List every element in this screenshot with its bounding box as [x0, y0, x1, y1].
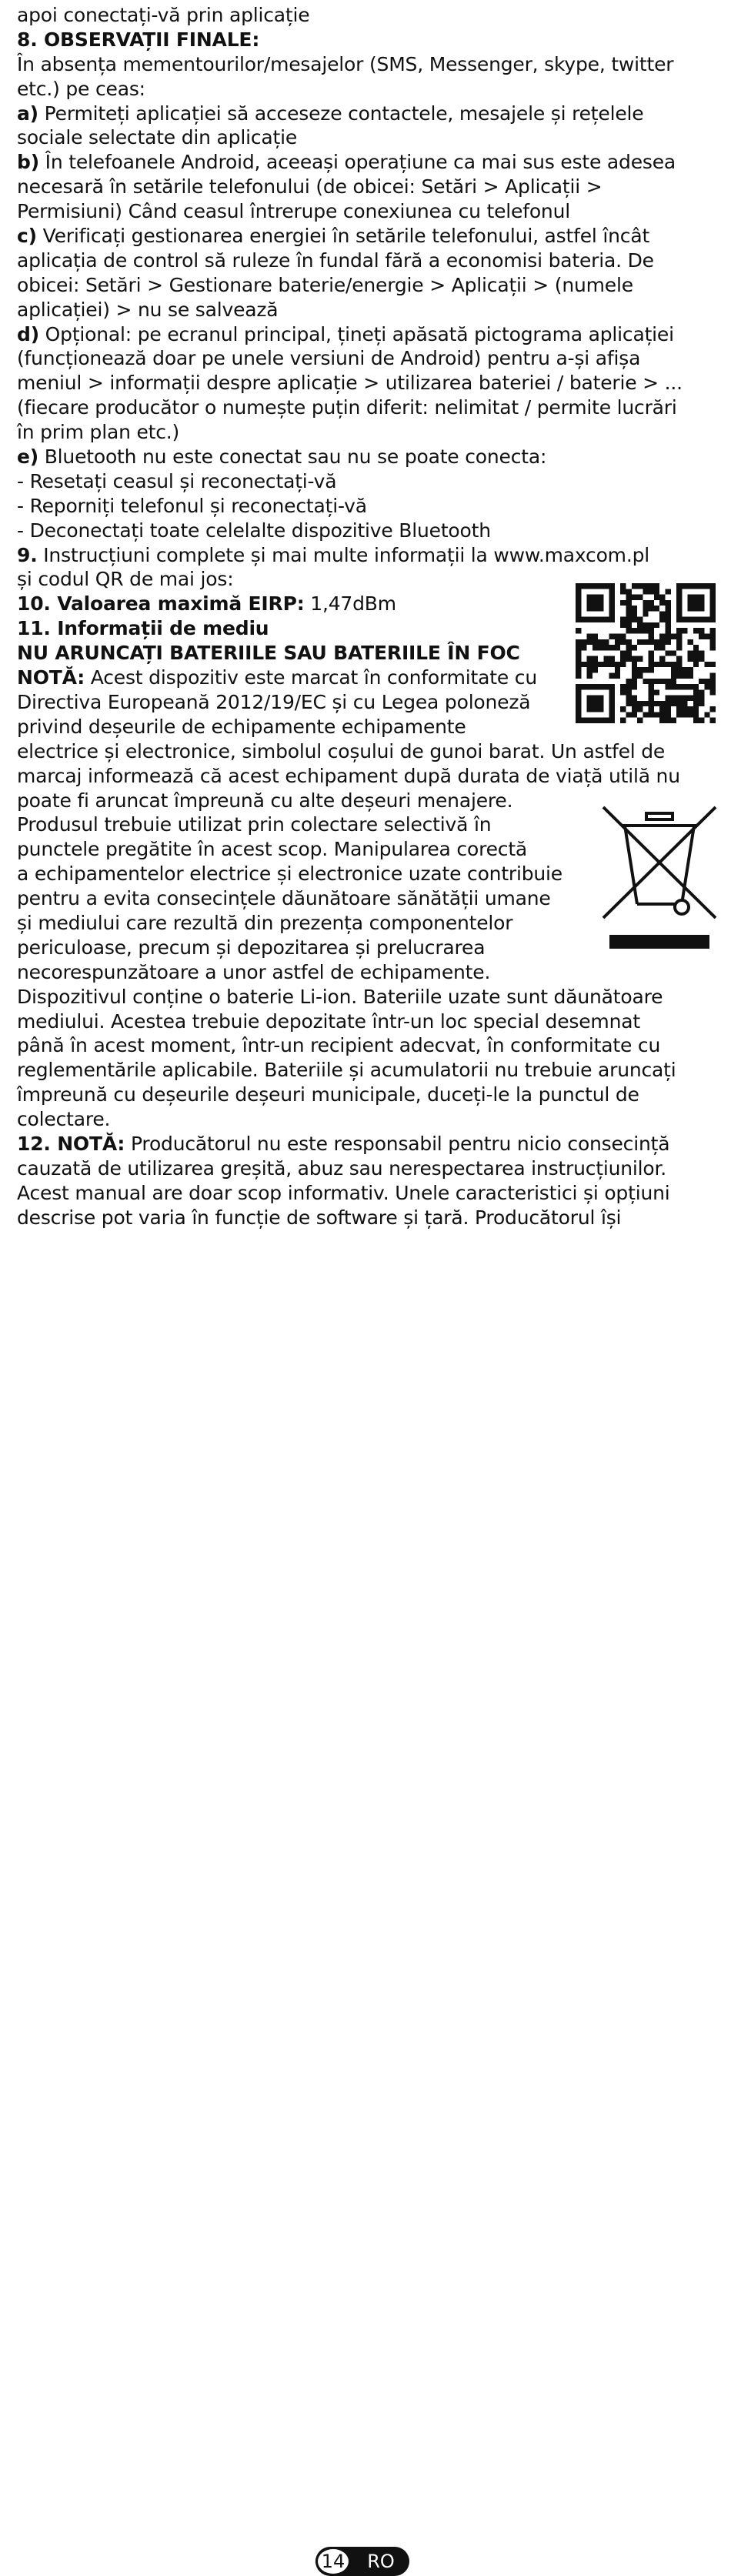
line-text: și mediului care rezultă din prezența componentelor — [17, 911, 513, 934]
text-line — [17, 249, 713, 273]
line-text: descrise pot varia în funcție de software și țară. Producătorul își — [17, 1206, 622, 1229]
line-text: - Deconectați toate celelalte dispozitive Bluetooth — [17, 519, 491, 542]
text-line — [17, 543, 713, 568]
text-line — [17, 322, 713, 347]
line-text: 1,47dBm — [304, 592, 396, 616]
line-text: mediului. Acestea trebuie depozitate într-un loc special desemnat — [17, 1009, 640, 1033]
text-line — [17, 102, 713, 126]
text-line — [17, 125, 713, 150]
text-line — [17, 519, 713, 543]
line-text: Acest manual are doar scop informativ. Unele caracteristici și opțiuni — [17, 1181, 670, 1204]
bold-label: 9. — [17, 543, 38, 566]
line-text: (funcționează doar pe unele versiuni de Android) pentru a-și afișa — [17, 347, 641, 370]
bold-label: e) — [17, 445, 38, 469]
qr-code-icon — [576, 583, 716, 723]
line-text: Permiteți aplicației să acceseze contactele, mesajele și rețelele — [38, 102, 644, 125]
line-text: meniul > informații despre aplicație > utilizarea bateriei / baterie > ... — [17, 372, 683, 395]
line-text: cauzată de utilizarea greșită, abuz sau nerespectarea instrucțiunilor. — [17, 1156, 667, 1180]
text-line — [17, 1132, 713, 1156]
line-text: Verificați gestionarea energiei în setările telefonului, astfel încât — [36, 225, 650, 248]
text-line — [17, 77, 713, 102]
line-text: pentru a evita consecințele dăunătoare sănătății umane — [17, 887, 551, 910]
text-line — [17, 199, 713, 224]
line-text: Directiva Europeană 2012/19/EC și cu Legea poloneză — [17, 690, 531, 713]
text-line — [17, 28, 713, 52]
line-text: Bluetooth nu este conectat sau nu se poate conecta: — [38, 445, 547, 469]
line-text: marcaj informează că acest echipament după durata de viață utilă nu — [17, 764, 680, 787]
text-line — [17, 52, 713, 77]
text-line — [17, 445, 713, 469]
line-text: - Reporniți telefonul și reconectați-vă — [17, 494, 367, 517]
text-line — [17, 175, 713, 199]
text-line — [17, 1107, 713, 1132]
text-line — [17, 420, 713, 445]
text-line — [17, 494, 713, 519]
line-text: (fiecare producător o numește puțin diferit: nelimitat / permite lucrări — [17, 396, 677, 419]
text-line — [17, 1156, 713, 1181]
line-text: Acest dispozitiv este marcat în conformitate cu — [85, 666, 537, 689]
text-line — [17, 298, 713, 322]
bold-label: b) — [17, 151, 39, 174]
text-line — [17, 764, 713, 789]
text-line — [17, 739, 713, 764]
line-text: împreună cu deșeurile deșeuri municipale, duceți-le la punctul de — [17, 1083, 639, 1106]
line-text: punctele pregătite în acest scop. Manipularea corectă — [17, 838, 528, 861]
crossed-out-wheelie-bin-icon — [602, 804, 717, 952]
text-line — [17, 1206, 713, 1230]
bold-label: 12. NOTĂ: — [17, 1132, 125, 1155]
bold-label: NOTĂ: — [17, 666, 85, 689]
line-text: periculoase, precum și depozitarea și prelucrarea — [17, 936, 486, 959]
bold-label: 8. OBSERVAȚII FINALE: — [17, 28, 260, 51]
line-text: Opțional: pe ecranul principal, țineți apăsată pictograma aplicației — [38, 322, 674, 345]
line-text: Produsul trebuie utilizat prin colectare selectivă în — [17, 813, 492, 836]
line-text: poate fi aruncat împreună cu alte deșeuri menajere. — [17, 789, 513, 812]
line-text: Producătorul nu este responsabil pentru nicio consecință — [125, 1132, 670, 1155]
text-line — [17, 1181, 713, 1206]
bold-label: a) — [17, 102, 38, 125]
line-text: a echipamentelor electrice și electronice uzate contribuie — [17, 863, 562, 886]
line-text: și codul QR de mai jos: — [17, 568, 234, 591]
line-text: Dispozitivul conține o baterie Li-ion. Bateriile uzate sunt dăunătoare — [17, 985, 663, 1008]
bold-label: 11. Informații de mediu — [17, 617, 269, 640]
line-text: în prim plan etc.) — [17, 421, 180, 444]
line-text: electrice și electronice, simbolul coșului de gunoi barat. Un astfel de — [17, 739, 666, 762]
line-text: În telefoanele Android, aceeași operațiune ca mai sus este adesea — [38, 151, 676, 174]
text-line — [17, 395, 713, 420]
line-text: Instrucțiuni complete și mai multe informații la www.maxcom.pl — [37, 543, 649, 566]
text-line — [17, 960, 713, 985]
language-code: RO — [367, 2551, 395, 2572]
line-text: În absența mementourilor/mesajelor (SMS, Messenger, skype, twitter — [17, 52, 674, 75]
bold-label: NU ARUNCAȚI BATERIILE SAU BATERIILE ÎN FOC — [17, 642, 520, 665]
bold-label: c) — [17, 225, 37, 248]
line-text: aplicația de control să ruleze în fundal fără a economisi bateria. De — [17, 249, 654, 272]
line-text: necesară în setările telefonului (de obicei: Setări > Aplicații > — [17, 175, 602, 199]
line-text: - Resetați ceasul și reconectați-vă — [17, 469, 337, 492]
text-line — [17, 150, 713, 175]
bold-label: d) — [17, 322, 39, 345]
text-line — [17, 985, 713, 1009]
text-line — [17, 371, 713, 395]
line-text: reglementările aplicabile. Bateriile și acumulatorii nu trebuie aruncați — [17, 1059, 676, 1082]
line-text: până în acest moment, într-un recipient adecvat, în conformitate cu — [17, 1034, 661, 1057]
text-line — [17, 1033, 713, 1058]
text-line — [17, 346, 713, 371]
text-line — [17, 1009, 713, 1034]
line-text: Permisiuni) Când ceasul întrerupe conexiunea cu telefonul — [17, 200, 570, 223]
line-text: etc.) pe ceas: — [17, 77, 145, 100]
line-text: obicei: Setări > Gestionare baterie/energie > Aplicații > (numele — [17, 273, 633, 296]
page-number: 14 — [315, 2547, 351, 2576]
line-text: sociale selectate din aplicație — [17, 126, 298, 149]
text-line — [17, 3, 713, 28]
page-footer — [0, 1271, 731, 2572]
line-text: colectare. — [17, 1108, 111, 1131]
line-text: necorespunzătoare a unor astfel de echipamente. — [17, 960, 491, 983]
text-line — [17, 469, 713, 494]
text-line — [17, 1083, 713, 1107]
line-text: apoi conectați-vă prin aplicație — [17, 4, 310, 26]
line-text: aplicației) > nu se salvează — [17, 298, 279, 321]
text-line — [17, 273, 713, 298]
line-text: privind deșeurile de echipamente echipamente — [17, 715, 466, 738]
text-line — [17, 224, 713, 249]
text-line — [17, 1058, 713, 1083]
bold-label: 10. Valoarea maximă EIRP: — [17, 592, 305, 616]
